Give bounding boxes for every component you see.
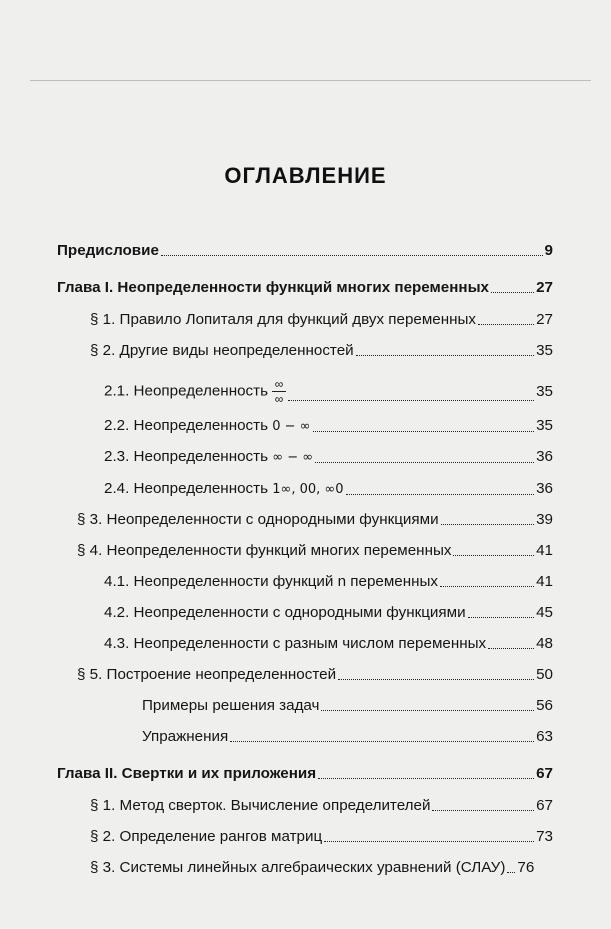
math-expr: ∞ − ∞: [272, 450, 314, 465]
entry-page: 67: [536, 797, 553, 814]
leader-dots: [478, 323, 534, 325]
toc-entry-2-2: [104, 417, 553, 436]
toc-entry-4-3: [104, 635, 553, 653]
toc-entry-4-2: [104, 604, 553, 622]
entry-page: 48: [536, 635, 553, 652]
toc-entry-1-1: [90, 311, 553, 329]
leader-dots: [324, 840, 534, 842]
math-expr: 1∞, 00, ∞0: [272, 482, 344, 497]
toc-entry-2-1-convolution: [90, 797, 553, 815]
toc-entry-examples: [142, 697, 553, 715]
entry-page: 41: [536, 542, 553, 559]
entry-page: 39: [536, 511, 553, 528]
leader-dots: [507, 871, 515, 873]
entry-page: 56: [536, 697, 553, 714]
toc-entry-1-3: [77, 511, 553, 529]
leader-dots: [453, 554, 534, 556]
entry-page: 35: [536, 382, 553, 400]
entry-label: 4.3. Неопределенности с разным числом переменных: [104, 635, 487, 652]
leader-dots: [315, 461, 534, 463]
toc-entry-2-3: [104, 448, 553, 467]
leader-dots: [288, 399, 534, 401]
entry-label: 4.1. Неопределенности функций n переменных: [104, 573, 439, 590]
entry-label: § 2. Определение рангов матриц: [90, 828, 323, 845]
entry-label: Глава II. Свертки и их приложения: [57, 765, 317, 782]
toc-entry-exercises: [142, 728, 553, 746]
entry-label: 4.2. Неопределенности с однородными функциями: [104, 604, 466, 621]
leader-dots: [161, 254, 543, 256]
entry-label: § 5. Построение неопределенностей: [77, 666, 337, 683]
entry-page: 45: [536, 604, 553, 621]
entry-page: 9: [544, 242, 553, 259]
entry-label: § 2. Другие виды неопределенностей: [90, 342, 354, 359]
entry-page: 76: [517, 859, 535, 876]
entry-page: 27: [536, 279, 553, 296]
entry-label: § 1. Метод сверток. Вычисление определителей: [90, 797, 431, 814]
entry-page: 41: [536, 573, 553, 590]
toc-entry-2-4: [104, 480, 553, 499]
entry-label: Глава I. Неопределенности функций многих переменных: [57, 279, 489, 296]
leader-dots: [356, 354, 534, 356]
leader-dots: [230, 740, 534, 742]
entry-page: 35: [536, 342, 553, 359]
leader-dots: [491, 291, 534, 293]
entry-page: 50: [536, 666, 553, 683]
leader-dots: [440, 585, 534, 587]
infinity-fraction: $\frac{\infty}{\infty}$: [272, 378, 286, 405]
entry-label: 2.2. Неопределенность 0 − ∞: [104, 417, 311, 434]
leader-dots: [321, 709, 534, 711]
entry-label: 2.4. Неопределенность 1∞, 00, ∞0: [104, 480, 344, 497]
leader-dots: [318, 777, 534, 779]
entry-page: 63: [536, 728, 553, 745]
leader-dots: [441, 523, 535, 525]
toc-entry-4-1: [104, 573, 553, 591]
entry-page: 67: [536, 765, 553, 782]
toc-entry-1-5: [77, 666, 553, 684]
entry-label: § 1. Правило Лопиталя для функций двух переменных: [90, 311, 477, 328]
toc-entry-2-2-ranks: [90, 828, 553, 846]
entry-label: 2.3. Неопределенность ∞ − ∞: [104, 448, 314, 465]
entry-label: § 4. Неопределенности функций многих переменных: [77, 542, 452, 559]
toc-entry-1-2: [90, 342, 553, 360]
toc-entry-2-3-slau: [90, 859, 553, 877]
entry-page: 35: [536, 417, 553, 434]
entry-label: § 3. Неопределенности с однородными функциями: [77, 511, 439, 528]
leader-dots: [468, 616, 535, 618]
page-title: ОГЛАВЛЕНИЕ: [224, 163, 387, 188]
entry-page: 27: [536, 311, 553, 328]
entry-label: § 3. Системы линейных алгебраических уравнений (СЛАУ): [90, 859, 506, 876]
toc-entry-chapter-1: [57, 279, 553, 297]
leader-dots: [338, 678, 534, 680]
toc-entry-chapter-2: [57, 765, 553, 783]
leader-dots: [432, 809, 534, 811]
entry-page: 73: [536, 828, 553, 845]
entry-label: Предисловие: [57, 242, 159, 259]
leader-dots: [488, 647, 534, 649]
show-through-rule: [30, 80, 591, 81]
toc-entry-preface: [57, 242, 553, 260]
entry-page: 36: [536, 480, 553, 497]
entry-label: 2.1. Неопределенность $\frac{\infty}{\infty}$: [104, 378, 286, 405]
toc-entry-2-1: [104, 378, 553, 405]
toc-entry-1-4: [77, 542, 553, 560]
leader-dots: [346, 493, 535, 495]
entry-label: Примеры решения задач: [142, 697, 320, 714]
entry-label: Упражнения: [142, 728, 229, 745]
leader-dots: [313, 430, 535, 432]
math-expr: 0 − ∞: [272, 419, 311, 434]
entry-page: 36: [536, 448, 553, 465]
